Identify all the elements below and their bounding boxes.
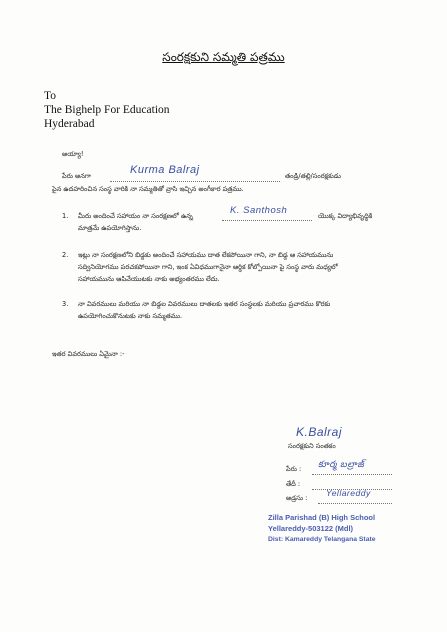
- recipient-city: Hyderabad: [44, 118, 95, 130]
- stamp-line1: Zilla Parishad (B) High School: [268, 513, 376, 522]
- item3-line2: ఉపయోగించుకొనుటకు నాకు సమ్మతము.: [78, 312, 183, 320]
- salutation: అయ్యా!: [62, 150, 84, 158]
- guardian-signature: K.Balraj: [296, 425, 343, 439]
- field-address-label: అడ్రసు :: [286, 494, 308, 502]
- field-address-line: [318, 503, 392, 504]
- signature-label: సంరక్షకుని సంతకం: [288, 442, 336, 450]
- item1-text-post: యొక్క విద్యాభివృద్ధికి: [318, 212, 373, 220]
- stamp-line2: Yellareddy-503122 (Mdl): [268, 524, 354, 533]
- student-field-line: [222, 220, 312, 221]
- student-name-handwritten: K. Santhosh: [230, 205, 288, 216]
- name-field-line: [110, 181, 280, 182]
- item2-line1: ఇట్లు నా సంరక్షణలోని బిడ్డకు అందించే సహాయము దాత లేకపోయినా గాని, నా బిడ్డ ఆ సహాయమును: [78, 251, 334, 259]
- field-name-label: పేరు :: [286, 465, 302, 473]
- guardian-name-handwritten: Kurma Balraj: [130, 164, 200, 176]
- name-suffix: తండ్రి/తల్లి/సంరక్షకుడు: [285, 172, 341, 180]
- name-prefix: పేరు అనగా: [62, 172, 91, 180]
- item1-text-pre: మీరు అందించే సహాయం నా సంరక్షణలో ఉన్న: [78, 212, 193, 220]
- item1-number: 1.: [62, 212, 69, 220]
- stamp-line3: Dist: Kamareddy Telangana State: [268, 536, 376, 543]
- item3-line1: నా వివరములు మరియు నా బిడ్డల వివరములు దాతలకు ఇతర సంస్థలకు మరియు ప్రచారము కొరకు: [78, 300, 331, 308]
- field-date-label: తేదీ :: [286, 480, 301, 488]
- item2-line2: సద్వినియోగము పరచకపోయినా గాని, ఇంక ఏవిధముగానైనా ఆర్థిక కోల్పోయినా పై సంస్థ వారు మధ్యలో: [78, 263, 338, 271]
- field-name-value: కూర్మ బల్రాజ్: [318, 459, 365, 469]
- recipient-to: To: [44, 90, 56, 102]
- recipient-org: The Bighelp For Education: [44, 104, 170, 116]
- field-name-line: [312, 474, 392, 475]
- field-address-value: Yellareddy: [326, 488, 371, 498]
- item2-line3: సహాయమును ఆపివేయుటకు నాకు అభ్యంతరము లేదు.: [78, 275, 220, 283]
- item3-number: 3.: [62, 300, 69, 308]
- intro-line2: పైన ఉదహరించిన సంస్థ వారికి నా సమ్మతితో వ్రాసి ఇచ్చిన అంగీకార పత్రము.: [52, 185, 244, 193]
- item1-line2: మాత్రమే ఉపయోగిస్తాను.: [78, 224, 142, 232]
- document-title: సంరక్షకుని సమ్మతి పత్రము: [162, 50, 285, 64]
- other-details-label: ఇతర వివరములు ఏమైనా :-: [52, 350, 125, 358]
- school-stamp: [268, 512, 376, 545]
- item2-number: 2.: [62, 251, 69, 259]
